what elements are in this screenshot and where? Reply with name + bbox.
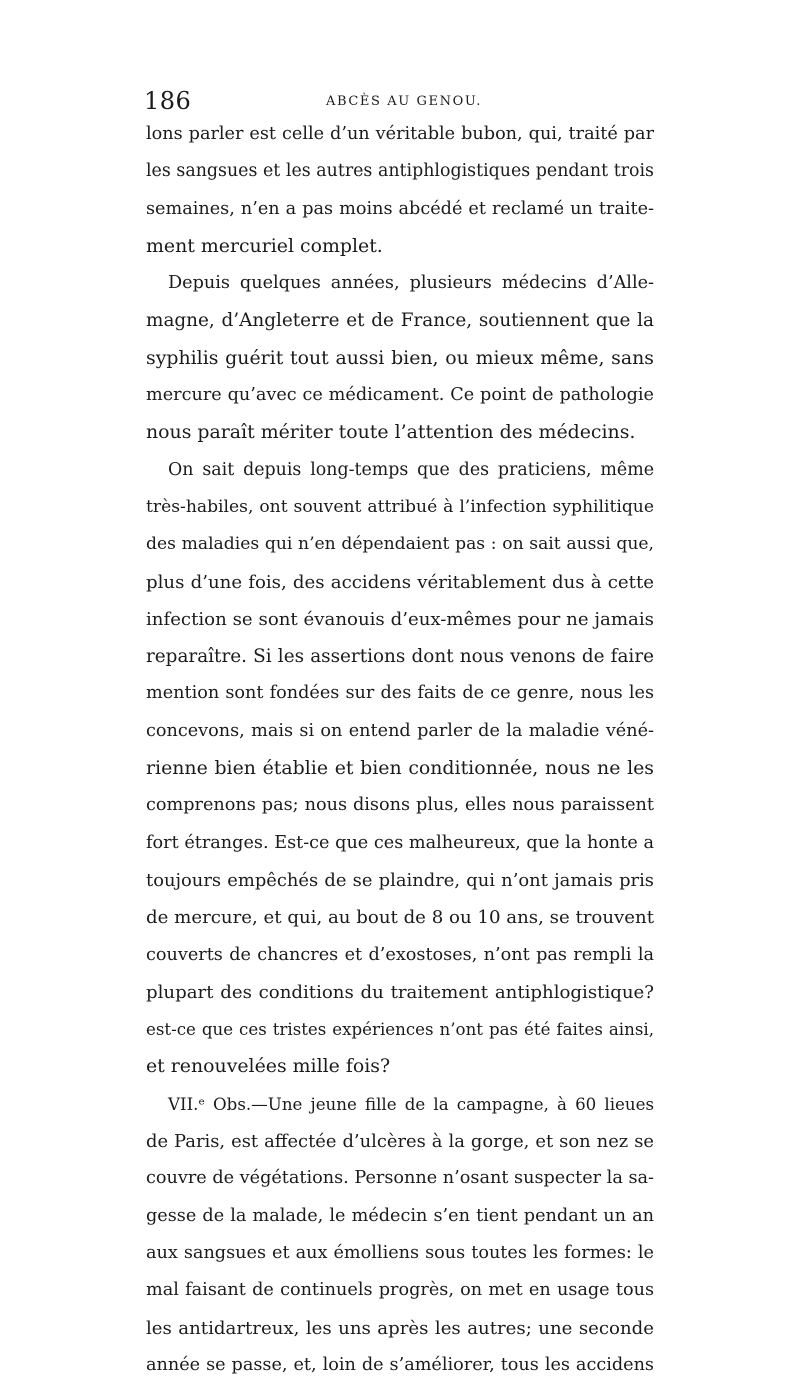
text-line: Depuis quelques années, plusieurs médecins d’Alle- — [168, 273, 654, 294]
text-line: les sangsues et les autres antiphlogistiques pendant trois — [146, 161, 654, 182]
text-line: fort étranges. Est-ce que ces malheureux, que la honte a — [146, 832, 654, 853]
text-line: plupart des conditions du traitement antiphlogistique? — [146, 981, 654, 1003]
body-text — [146, 116, 654, 1384]
text-line: syphilis guérit tout aussi bien, ou mieux même, sans — [146, 346, 654, 369]
text-line: infection se sont évanouis d’eux-mêmes pour ne jamais — [146, 608, 654, 630]
text-line: mercure qu’avec ce médicament. Ce point de pathologie — [146, 385, 654, 406]
text-line: aux sangsues et aux émolliens sous toutes les formes: le — [146, 1242, 654, 1263]
text-line: On sait depuis long-temps que des praticiens, même — [168, 459, 654, 480]
text-line: ment mercuriel complet. — [146, 234, 383, 257]
text-line: de Paris, est affectée d’ulcères à la gorge, et son nez se — [146, 1131, 654, 1153]
text-line: plus d’une fois, des accidens véritablement dus à cette — [146, 571, 654, 593]
text-line: semaines, n’en a pas moins abcédé et reclamé un traite- — [146, 198, 654, 219]
page-number: 186 — [144, 87, 192, 115]
text-line: et renouvelées mille fois? — [146, 1055, 391, 1078]
text-line: nous paraît mériter toute l’attention des médecins. — [146, 421, 636, 444]
text-line: est-ce que ces tristes expériences n’ont pas été faites ainsi, — [146, 1020, 654, 1040]
text-line: mal faisant de continuels progrès, on met en usage tous — [146, 1280, 654, 1301]
text-line: des maladies qui n’en dépendaient pas : on sait aussi que, — [146, 534, 654, 555]
running-head: ABCÈS AU GENOU. — [326, 94, 482, 109]
text-line: couverts de chancres et d’exostoses, n’ont pas rempli la — [146, 944, 654, 965]
text-line: gesse de la malade, le médecin s’en tient pendant un an — [146, 1205, 654, 1226]
text-line: année se passe, et, loin de s’améliorer, tous les accidens — [146, 1354, 654, 1375]
page-header — [146, 88, 654, 114]
text-line: concevons, mais si on entend parler de la maladie véné- — [146, 720, 654, 741]
text-line: lons parler est celle d’un véritable bubon, qui, traité par — [146, 124, 654, 144]
text-line: rienne bien établie et bien conditionnée, nous ne les — [146, 757, 654, 780]
text-line: mention sont fondées sur des faits de ce genre, nous les — [146, 683, 654, 704]
text-line: les antidartreux, les uns après les autres; une seconde — [146, 1317, 654, 1339]
text-line: comprenons pas; nous disons plus, elles nous paraissent — [146, 795, 654, 816]
text-line: très-habiles, ont souvent attribué à l’infection syphilitique — [146, 496, 654, 517]
text-line: de mercure, et qui, au bout de 8 ou 10 ans, se trouvent — [146, 907, 654, 929]
book-page — [146, 88, 654, 1384]
text-line: reparaître. Si les assertions dont nous venons de faire — [146, 646, 654, 668]
text-line: toujours empêchés de se plaindre, qui n’ont jamais pris — [146, 869, 654, 891]
text-line: couvre de végétations. Personne n’osant suspecter la sa- — [146, 1168, 654, 1189]
text-line: VII.ᵉ Obs.—Une jeune fille de la campagne, à 60 lieues — [168, 1094, 654, 1114]
text-line: magne, d’Angleterre et de France, soutiennent que la — [146, 310, 654, 332]
